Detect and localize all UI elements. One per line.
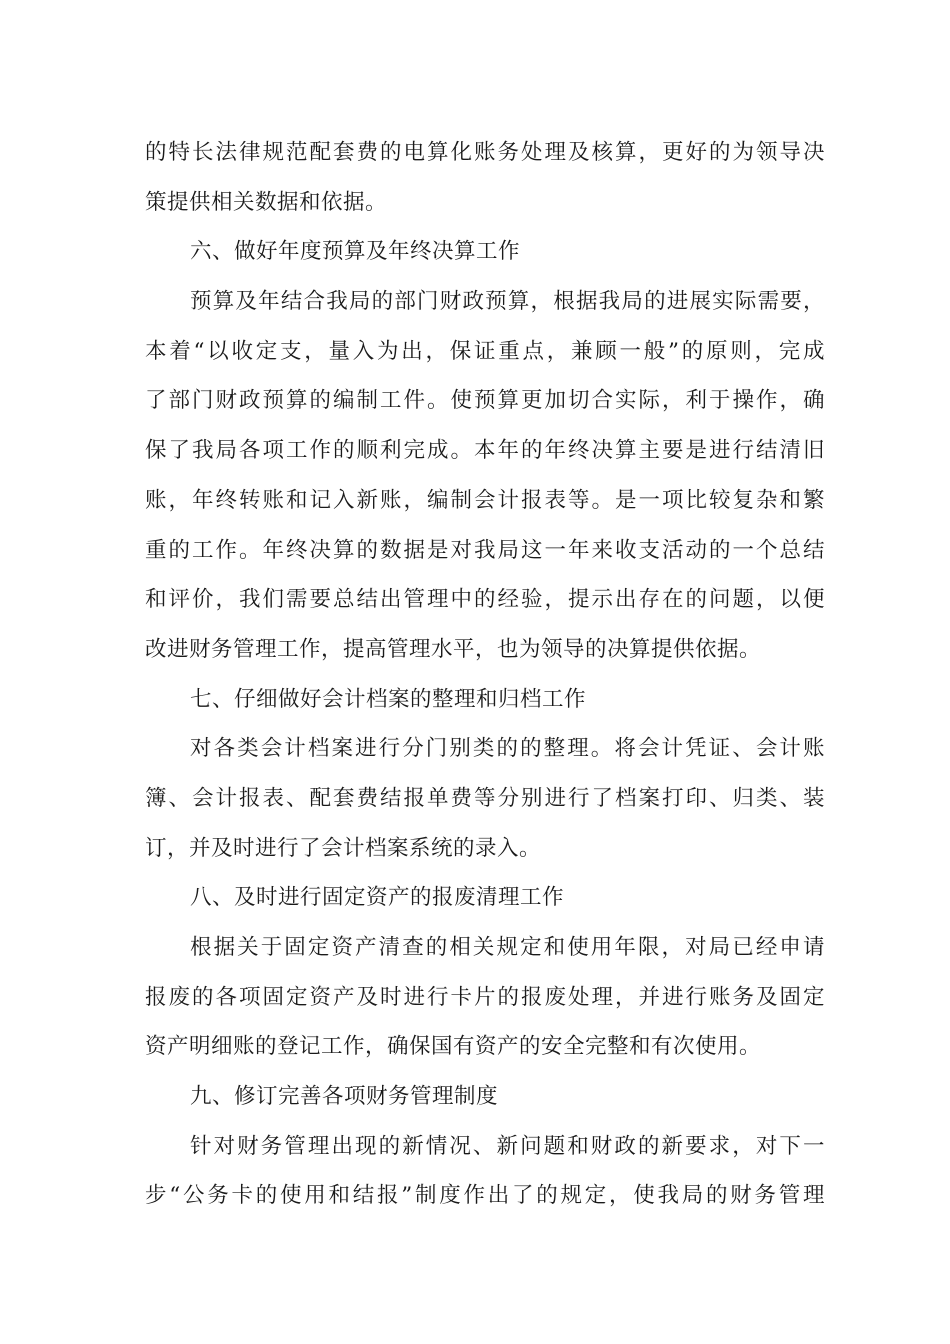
paragraph-line: 根据关于固定资产清查的相关规定和使用年限，对局已经申请: [190, 935, 825, 960]
section-heading: 七、仔细做好会计档案的整理和归档工作: [190, 686, 587, 712]
paragraph-line: 账，年终转账和记入新账，编制会计报表等。是一项比较复杂和繁: [145, 487, 825, 513]
section-heading: 九、修订完善各项财务管理制度: [190, 1084, 499, 1110]
paragraph-line: 策提供相关数据和依据。: [145, 189, 388, 215]
paragraph-line: 和评价，我们需要总结出管理中的经验，提示出存在的问题，以便: [145, 587, 825, 613]
paragraph-line: 报废的各项固定资产及时进行卡片的报废处理，并进行账务及固定: [145, 984, 825, 1010]
paragraph-line: 的特长法律规范配套费的电算化账务处理及核算，更好的为领导决: [145, 140, 825, 165]
paragraph-line: 订，并及时进行了会计档案系统的录入。: [145, 835, 542, 861]
paragraph-line: 重的工作。年终决算的数据是对我局这一年来收支活动的一个总结: [145, 537, 825, 563]
paragraph-line: 改进财务管理工作，提高管理水平，也为领导的决算提供依据。: [145, 636, 762, 662]
paragraph-line: 对各类会计档案进行分门别类的的整理。将会计凭证、会计账: [190, 736, 825, 762]
paragraph-line: 预算及年结合我局的部门财政预算，根据我局的进展实际需要，: [190, 289, 825, 315]
section-heading: 八、及时进行固定资产的报废清理工作: [190, 885, 565, 911]
paragraph-line: 保了我局各项工作的顺利完成。本年的年终决算主要是进行结清旧: [145, 438, 825, 464]
paragraph-line: 本着“以收定支，量入为出，保证重点，兼顾一般”的原则，完成: [145, 338, 825, 364]
paragraph-line: 针对财务管理出现的新情况、新问题和财政的新要求，对下一: [190, 1133, 825, 1159]
paragraph-line: 簿、会计报表、配套费结报单费等分别进行了档案打印、归类、装: [145, 785, 825, 811]
document-body: [145, 128, 825, 1221]
paragraph-line: 步“公务卡的使用和结报”制度作出了的规定，使我局的财务管理: [145, 1183, 825, 1209]
section-heading: 六、做好年度预算及年终决算工作: [190, 239, 521, 265]
paragraph-line: 资产明细账的登记工作，确保国有资产的安全完整和有次使用。: [145, 1034, 762, 1060]
paragraph-line: 了部门财政预算的编制工件。使预算更加切合实际，利于操作，确: [145, 388, 825, 414]
